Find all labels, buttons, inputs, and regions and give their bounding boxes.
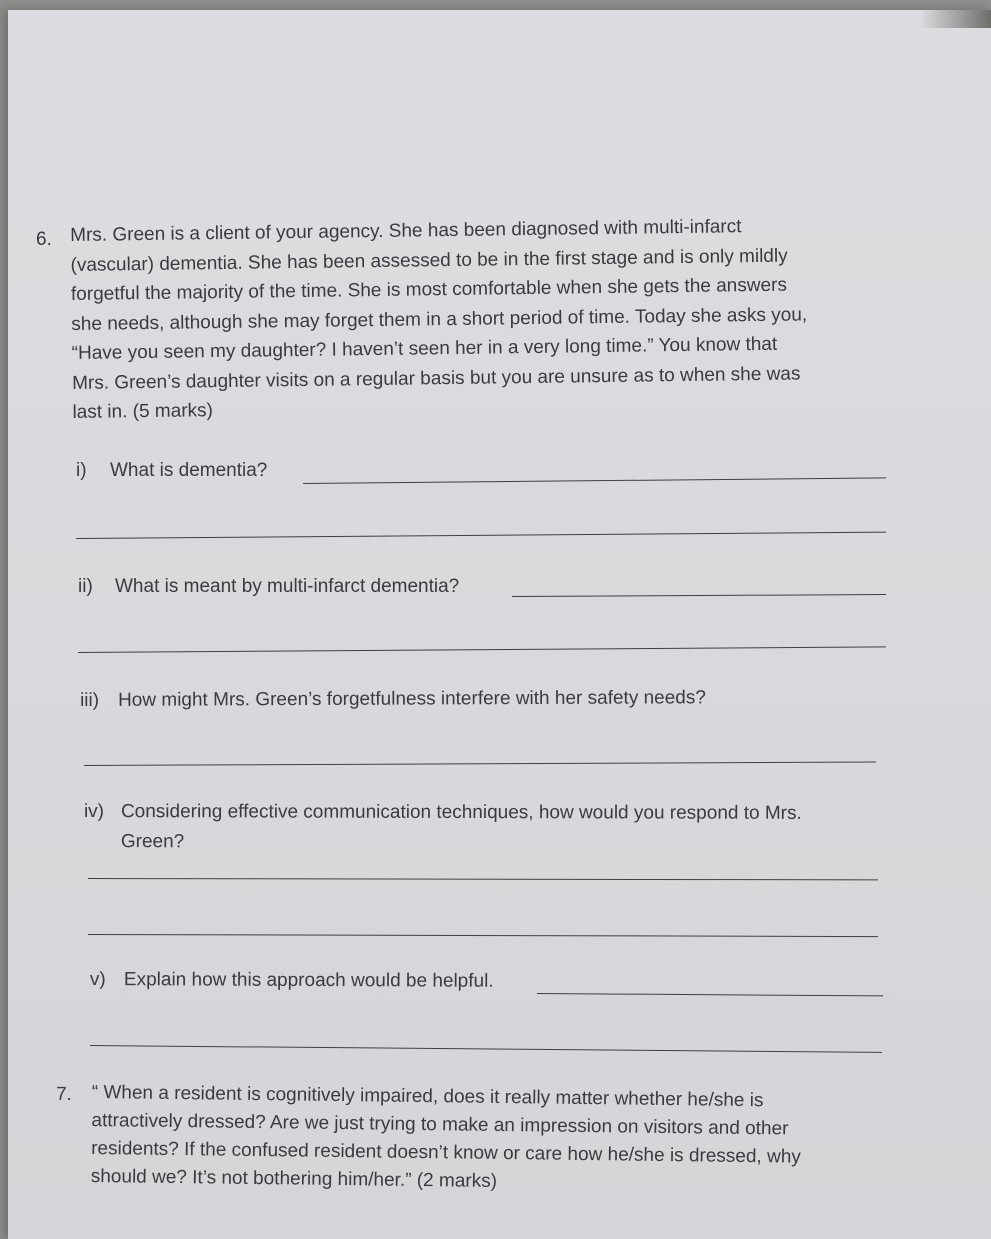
part-i [76,456,316,486]
part-ii-question: What is meant by multi-infarct dementia? [115,576,460,597]
page-corner-shadow [921,10,991,28]
question-6-number: 6. [36,229,52,250]
part-v-question: Explain how this approach would be helpful. [123,969,494,992]
question-7-text [91,1079,802,1200]
part-i-question: What is dementia? [110,460,268,481]
question-6-text [70,211,808,427]
part-iv-question: Considering effective communication techniques, how would you respond to Mrs. [120,801,802,824]
question-7-line-2: attractively dressed? Are we just trying to make an impression on visitors and other [91,1109,789,1140]
part-iv-number: iv) [83,801,105,823]
question-6-line-4: she needs, although she may forget them in a short period of time. Today she asks you, [71,303,808,335]
question-7-number: 7. [55,1083,72,1106]
part-ii-number: ii) [78,576,93,597]
question-6-line-3: forgetful the majority of the time. She is most comfortable when she gets the answers [70,274,788,305]
worksheet-page [8,10,991,1239]
question-7-line-4: should we? It’s not bothering him/her.” (2 marks) [90,1165,498,1192]
part-ii [78,572,518,602]
question-6-line-5: “Have you seen my daughter? I haven’t seen her in a very long time.” You know that [71,333,778,364]
question-6-line-6: Mrs. Green’s daughter visits on a regular basis but you are unsure as to when she was [71,362,801,394]
part-iii-number: iii) [80,689,100,711]
question-6-line-2: (vascular) dementia. She has been assessed to be in the first stage and is only mildly [70,245,788,276]
part-v-number: v) [89,968,106,991]
question-7-line-1: “ When a resident is cognitively impaired, does it really matter whether he/she is [91,1081,764,1112]
part-iii-question: How might Mrs. Green’s forgetfulness interfere with her safety needs? [118,687,706,711]
question-7-line-3: residents? If the confused resident doesn’t know or care how he/she is dressed, why [91,1137,801,1168]
part-iv [84,797,914,859]
question-6-line-7: last in. (5 marks) [72,400,214,423]
question-6-line-1: Mrs. Green is a client of your agency. She has been diagnosed with multi-infarct [70,216,742,246]
part-i-number: i) [76,460,87,481]
part-iii [80,683,800,716]
part-v [90,965,550,997]
part-iv-question-cont: Green? [120,831,185,853]
